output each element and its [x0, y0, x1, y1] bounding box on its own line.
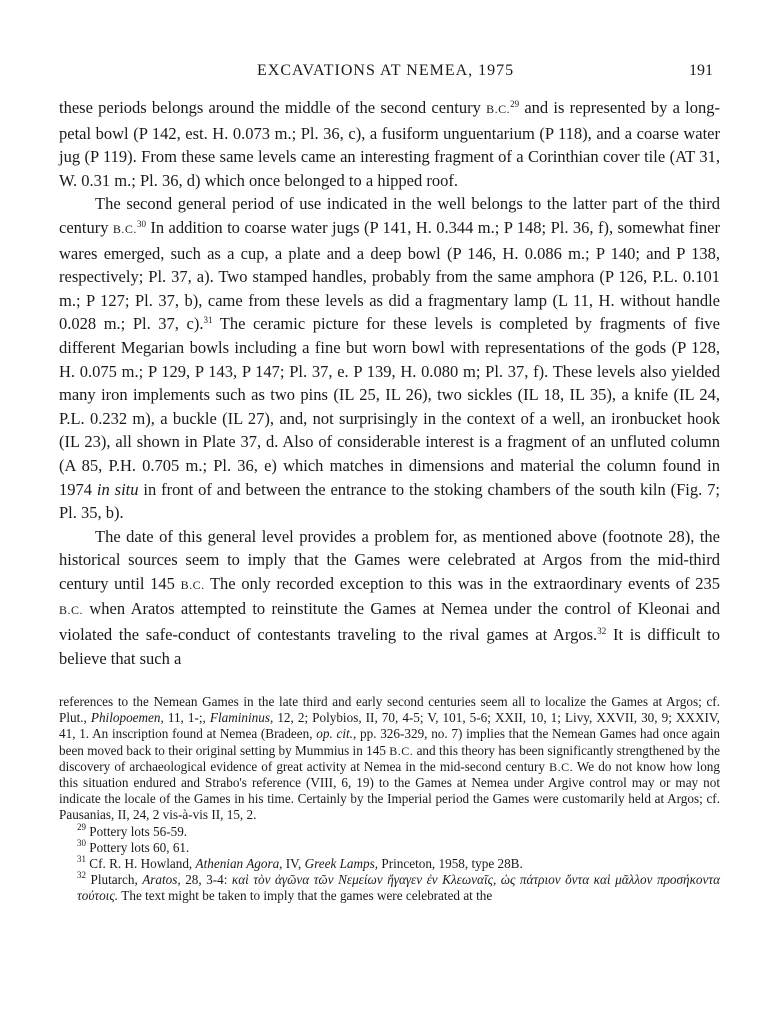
italic-title: Aratos, — [142, 872, 181, 888]
footnote-number: 32 — [77, 870, 86, 881]
text-run: The only recorded exception to this was in the extraordinary events of 235 — [204, 573, 720, 593]
italic-term: op. cit., — [316, 726, 357, 742]
footnote-ref[interactable]: 31 — [203, 315, 213, 326]
text-run: IV, — [282, 856, 305, 872]
text-run: Cf. R. H. Howland, — [86, 856, 196, 872]
text-run: Princeton, 1958, type 28B. — [378, 856, 523, 872]
era-abbreviation: B.C. — [549, 759, 574, 774]
footnote-32 — [59, 872, 720, 904]
text-run: when Aratos attempted to reinstitute the Games at Nemea under the control of Kleonai and violated the safe-conduct of contestants traveling to the rival games at Argos. — [59, 599, 720, 645]
era-abbreviation: B.C. — [389, 743, 414, 758]
text-run: 28, 3-4: — [180, 872, 232, 888]
text-run: references to the Nemean Games in the late third and early second centuries seem all to localize the Games at Argos; cf. Plut., — [59, 694, 720, 726]
footnote-number: 30 — [77, 837, 86, 848]
footnote-number: 29 — [77, 821, 86, 832]
text-run: The ceramic picture for these levels is completed by fragments of five different Megarian bowls including a fine but worn bowl with representations of the gods (P 128, H. 0.075 m.; P 129, P 143, P 147; Pl. 37, e. P 139, H. 0.080 m; Pl. 37, f). These levels also yielded many iron implements such as two pins (IL 25, IL 26), two sickles (IL 18, IL 35), a knife (IL 24, P.L. 0.232 m), a buckle (IL 27), and, not surprisingly in the context of a well, an ironbucket hook (IL 23), all shown in Plate 37, d. Also of considerable interest is a fragment of an unfluted column (A 85, P.H. 0.705 m.; Pl. 36, e) which matches in dimensions and material the column found in 1974 — [59, 314, 721, 499]
italic-title: Philopoemen, — [90, 710, 164, 726]
text-run: Pottery lots 60, 61. — [86, 839, 190, 855]
footnote-30 — [59, 837, 720, 856]
paragraph-3 — [59, 525, 720, 671]
footnotes — [59, 694, 720, 905]
text-run: Plutarch, — [86, 872, 143, 888]
text-run: The second general period of use indicated in the well belongs to the latter part of the third century — [59, 194, 720, 237]
text-run: In addition to coarse water jugs (P 141, H. 0.344 m.; P 148; Pl. 36, f), somewhat finer wares emerged, such as a cup, a plate and a deep bowl (P 146, H. 0.086 m.; P 140; and P 138, respectively; Pl. 37, a). Two stamped handles, probably from the same amphora (P 126, P.L. 0.101 m.; P 127; Pl. 37, b), came from these levels as did a fragmentary lamp (L 11, H. without handle 0.028 m.; Pl. 37, c). — [59, 217, 720, 334]
era-abbreviation: B.C. — [112, 221, 137, 236]
era-abbreviation: B.C. — [180, 577, 205, 592]
page-number: 191 — [689, 62, 713, 79]
text-run: and this theory has been significantly strengthened by the discovery of archaeological evidence of great activity at Nemea in the mid-second century — [59, 742, 720, 774]
footnote-29 — [59, 821, 720, 840]
greek-quotation: καὶ τὸν ἀγῶνα τῶν Νεμείων ἤγαγεν ἐν Κλεωναῖς, ὡς πάτριον ὄντα καὶ μᾶλλον προσήκοντα τούτοις. — [77, 872, 720, 904]
italic-title: Athenian Agora, — [195, 856, 283, 872]
text-run: and is represented by a long-petal bowl (P 142, est. H. 0.073 m.; Pl. 36, c), a fusiform unguentarium (P 118), and a coarse water jug (P 119). From these same levels came an interesting fragment of a Corinthian cover tile (AT 31, W. 0.31 m.; Pl. 36, d) which once belonged to a hipped roof. — [59, 98, 720, 190]
text-run: in front of and between the entrance to the stoking chambers of the south kiln (Fig. 7; Pl. 35, b). — [59, 479, 721, 523]
footnote-continuation — [59, 694, 720, 824]
text-run: Pottery lots 56-59. — [86, 823, 188, 839]
era-abbreviation: B.C. — [59, 603, 84, 618]
footnote-ref[interactable]: 32 — [597, 626, 607, 637]
footnote-ref[interactable]: 30 — [136, 218, 146, 229]
paragraph-1 — [59, 96, 720, 192]
italic-title: Flamininus, — [209, 710, 274, 726]
running-title: EXCAVATIONS AT NEMEA, 1975 — [257, 62, 515, 79]
text-run: pp. 326-329, no. 7) implies that the Nemean Games had once again been moved back to their original setting by Mummius in 145 — [59, 726, 720, 758]
footnote-number: 31 — [77, 854, 86, 865]
text-run: It is difficult to believe that such a — [59, 625, 720, 668]
era-abbreviation: B.C. — [486, 102, 511, 116]
italic-title: Greek Lamps, — [304, 856, 379, 872]
footnote-31 — [59, 856, 720, 872]
text-run: We do not know how long this situation endured and Strabo's reference (VIII, 6, 19) to the Games at Nemea under Argive control may or may not indicate the locale of the Games in his time. Certainly by the Imperial period the Games were customarily held at Argos; cf. Pausanias, II, 24, 2 vis-à-vis II, 15, 2. — [59, 758, 720, 823]
paragraph-2 — [59, 192, 720, 524]
main-text — [59, 96, 720, 670]
text-run: these periods belongs around the middle of the second century — [59, 98, 487, 117]
text-run: The date of this general level provides a problem for, as mentioned above (footnote 28), the historical sources seem to imply that the Games were celebrated at Argos from the mid-third century until 145 — [59, 526, 720, 593]
text-run: 12, 2; Polybios, II, 70, 4-5; V, 101, 5-6; XXII, 10, 1; Livy, XXVII, 30, 9; XXXIV, 41, 1. An inscription found at Nemea (Bradeen, — [59, 710, 720, 742]
italic-term: in situ — [96, 479, 139, 499]
text-run: 11, 1-;, — [163, 710, 210, 726]
text-run: The text might be taken to imply that the games were celebrated at the — [118, 888, 493, 904]
footnote-ref[interactable]: 29 — [510, 99, 520, 109]
